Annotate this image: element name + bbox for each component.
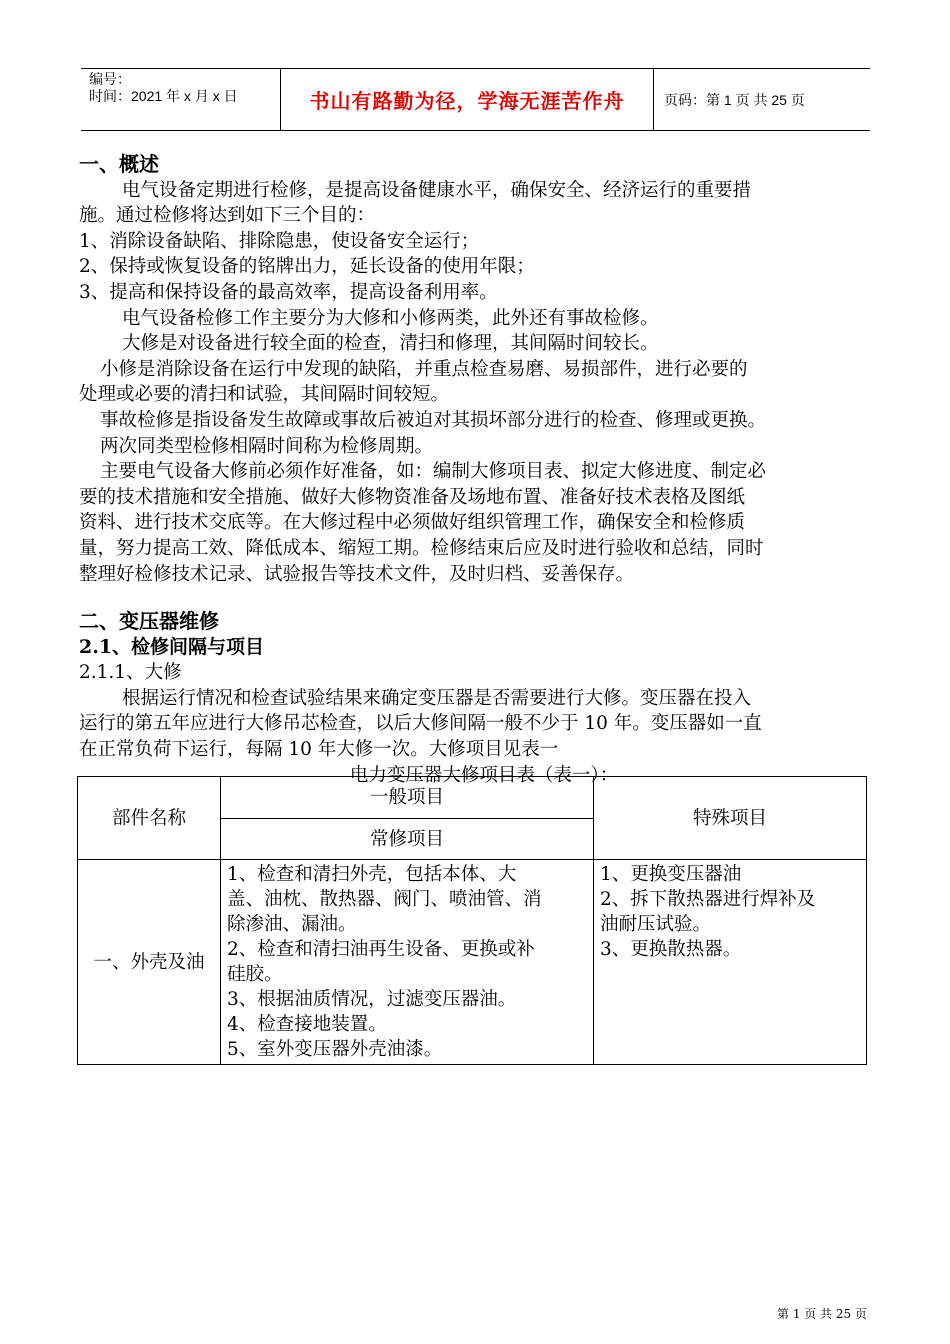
document-header [81, 68, 870, 131]
section-1-title: 一、概述 [79, 152, 159, 176]
paragraph-line: 两次同类型检修相隔时间称为检修周期。 [100, 435, 434, 457]
paragraph-line: 事故检修是指设备发生故障或事故后被迫对其损坏部分进行的检查、修理或更换。 [100, 409, 767, 431]
table-caption: 电力变压器大修项目表（表一）： [349, 764, 619, 786]
table-header-routine: 常修项目 [221, 819, 594, 860]
table-cell-part: 一、外壳及油 [78, 860, 221, 1065]
cell-line: 4、检查接地装置。 [227, 1014, 387, 1035]
cell-line: 2、检查和清扫油再生设备、更换或补 [227, 939, 535, 960]
cell-line: 2、拆下散热器进行焊补及 [600, 889, 816, 910]
table-cell-general [221, 860, 594, 1065]
paragraph-line: 整理好检修技术记录、试验报告等技术文件，及时归档、妥善保存。 [79, 563, 635, 585]
cell-line: 硅胶。 [227, 964, 283, 985]
table-header-part: 部件名称 [78, 777, 221, 860]
list-item: 2、保持或恢复设备的铭牌出力，延长设备的使用年限； [79, 256, 535, 278]
paragraph-line: 量，努力提高工效、降低成本、缩短工期。检修结束后应及时进行验收和总结，同时 [79, 537, 764, 559]
cell-line: 油耐压试验。 [600, 914, 712, 935]
document-body [79, 152, 874, 788]
list-item: 3、提高和保持设备的最高效率，提高设备利用率。 [79, 281, 498, 303]
header-motto: 书山有路勤为径，学海无涯苦作舟 [281, 69, 654, 130]
subsubsection-title: 2.1.1、大修 [79, 662, 182, 684]
paragraph-line: 大修是对设备进行较全面的检查，清扫和修理，其间隔时间较长。 [122, 333, 659, 355]
paragraph-line: 处理或必要的清扫和试验，其间隔时间较短。 [79, 384, 450, 406]
cell-line: 1、更换变压器油 [600, 864, 742, 885]
paragraph-line: 电气设备检修工作主要分为大修和小修两类，此外还有事故检修。 [122, 307, 659, 329]
overhaul-items-table [77, 776, 867, 1065]
paragraph-line: 主要电气设备大修前必须作好准备，如：编制大修项目表、拟定大修进度、制定必 [100, 461, 767, 483]
list-item: 1、消除设备缺陷、排除隐患，使设备安全运行； [79, 230, 480, 252]
document-number-label: 编号： [89, 71, 131, 87]
cell-line: 除渗油、漏油。 [227, 914, 357, 935]
section-2-title: 二、变压器维修 [79, 609, 219, 634]
table-header-general: 一般项目 [221, 777, 594, 819]
cell-line: 1、检查和清扫外壳，包括本体、大 [227, 864, 517, 885]
cell-line: 盖、油枕、散热器、阀门、喷油管、消 [227, 889, 542, 910]
paragraph-line: 小修是消除设备在运行中发现的缺陷，并重点检查易磨、易损部件，进行必要的 [100, 358, 748, 380]
paragraph-line: 资料、进行技术交底等。在大修过程中必须做好组织管理工作，确保安全和检修质 [79, 512, 746, 534]
header-page-number: 页码：第 1 页 共 25 页 [664, 91, 805, 108]
cell-line: 5、室外变压器外壳油漆。 [227, 1039, 443, 1060]
paragraph-line: 根据运行情况和检查试验结果来确定变压器是否需要进行大修。变压器在投入 [122, 687, 752, 709]
paragraph-line: 要的技术措施和安全措施、做好大修物资准备及场地布置、准备好技术表格及图纸 [79, 486, 746, 508]
table-cell-special [594, 860, 867, 1065]
paragraph-line: 运行的第五年应进行大修吊芯检查，以后大修间隔一般不少于 10 年。变压器如一直 [79, 713, 762, 735]
paragraph-line: 电气设备定期进行检修，是提高设备健康水平，确保安全、经济运行的重要措 [122, 179, 752, 201]
subsection-title: 2.1、检修间隔与项目 [79, 635, 265, 658]
cell-line: 3、根据油质情况，过滤变压器油。 [227, 989, 517, 1010]
paragraph-line: 施。通过检修将达到如下三个目的： [79, 205, 376, 227]
cell-line: 3、更换散热器。 [600, 939, 742, 960]
page-footer: 第 1 页 共 25 页 [777, 1307, 867, 1321]
header-info-cell [81, 69, 281, 130]
document-date-label: 时间：2021 年 x 月 x 日 [89, 88, 238, 104]
table-row [78, 860, 867, 1065]
paragraph-line: 在正常负荷下运行，每隔 10 年大修一次。大修项目见表一 [79, 739, 559, 761]
table-header-special: 特殊项目 [594, 777, 867, 860]
